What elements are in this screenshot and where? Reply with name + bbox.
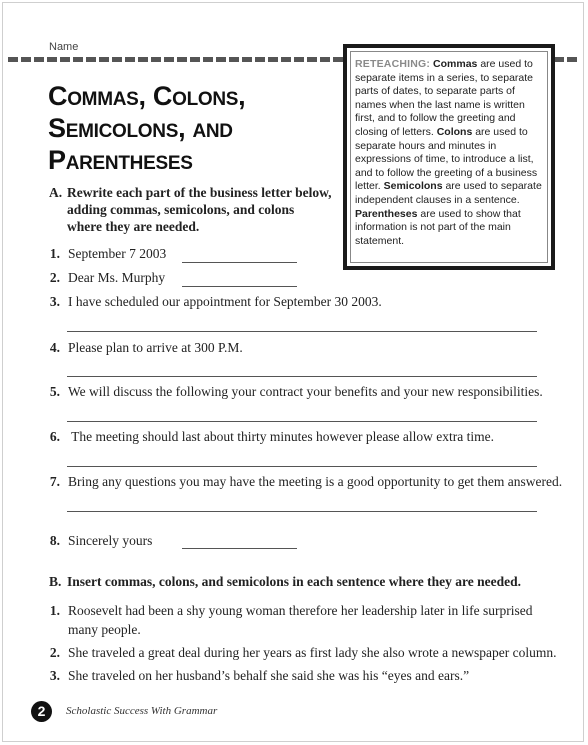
item-text: She traveled on her husband’s behalf she said she was his “eyes and ears.” <box>68 668 470 683</box>
answer-line-item-a2[interactable] <box>182 286 297 287</box>
item-number: 6. <box>49 429 60 444</box>
section-a-letter: A. <box>49 185 63 200</box>
item-text: Bring any questions you may have the meeting is a good opportunity to get them answered. <box>68 474 563 489</box>
page-title-line-2: Semicolons, and <box>48 113 233 143</box>
item-text: Please plan to arrive at 300 P.M. <box>68 340 243 355</box>
item-text: Dear Ms. Murphy <box>68 270 166 285</box>
item-text: Sincerely yours <box>68 533 153 548</box>
item-number: 1. <box>49 603 60 618</box>
item-text: I have scheduled our appointment for September 30 2003. <box>68 294 382 309</box>
section-b-instruction <box>49 573 549 591</box>
section-a-instruction-line-3: where they are needed. <box>67 219 200 234</box>
item-number: 1. <box>49 246 60 261</box>
item-number: 2. <box>49 645 60 660</box>
item-number: 4. <box>49 340 60 355</box>
reteaching-box <box>343 44 555 270</box>
reteaching-commas-text: are used to separate items in a series, to separate parts of dates, to separate parts of names when the last name is written first, and to follow the greeting and closing of letters. <box>355 58 534 138</box>
item-text-line-2: many people. <box>68 622 141 637</box>
item-number: 8. <box>49 533 60 548</box>
section-a-instruction-line-2: adding commas, semicolons, and colons <box>67 202 295 217</box>
reteaching-parentheses-text: are used to show that information is not part of the main statement. <box>355 207 521 247</box>
answer-line-item-a7[interactable] <box>67 511 537 512</box>
reteaching-term-semicolons: Semicolons <box>383 180 443 193</box>
reteaching-box-inner-border <box>350 51 548 263</box>
item-number: 3. <box>49 668 60 683</box>
reteaching-colons-text: are used to separate hours and minutes in expressions of time, to introduce a list, and to follow the greeting of a business letter. <box>355 125 538 193</box>
answer-line-item-a5[interactable] <box>67 421 537 422</box>
item-text: She traveled a great deal during her years as first lady she also wrote a newspaper column. <box>68 645 557 660</box>
page-title-line-3: Parentheses <box>48 145 193 175</box>
name-label: Name <box>49 41 79 53</box>
answer-line-item-a1[interactable] <box>182 262 297 263</box>
reteaching-term-parentheses: Parentheses <box>355 207 418 220</box>
page-title-line-1: Commas, Colons, <box>48 81 246 111</box>
answer-line-item-a8[interactable] <box>182 548 297 549</box>
page-title <box>48 80 245 176</box>
answer-line-item-a6[interactable] <box>67 466 537 467</box>
answer-line-item-a3[interactable] <box>67 331 537 332</box>
item-number: 5. <box>49 384 60 399</box>
item-number: 7. <box>49 474 60 489</box>
footer-book-title: Scholastic Success With Grammar <box>66 705 218 717</box>
item-text: September 7 2003 <box>68 246 167 261</box>
section-b-letter: B. <box>49 574 62 589</box>
section-b-instruction-text: Insert commas, colons, and semicolons in each sentence where they are needed. <box>67 574 521 589</box>
page-number-badge: 2 <box>31 701 52 722</box>
item-text: We will discuss the following your contract your benefits and your new responsibilities. <box>68 384 543 399</box>
reteaching-term-commas: Commas <box>433 58 478 70</box>
section-a-instruction-line-1: Rewrite each part of the business letter below, <box>67 185 332 200</box>
reteaching-term-colons: Colons <box>436 125 473 138</box>
answer-line-item-a4[interactable] <box>67 376 537 377</box>
reteaching-tag: RETEACHING: <box>355 58 431 70</box>
item-number: 3. <box>49 294 60 309</box>
item-number: 2. <box>49 270 60 285</box>
reteaching-semicolons-text: are used to separate independent clauses in a sentence. <box>355 180 542 206</box>
item-text-line-1: Roosevelt had been a shy young woman therefore her leadership later in life surprised <box>68 603 533 618</box>
item-text: The meeting should last about thirty minutes however please allow extra time. <box>68 429 495 444</box>
section-a-instruction <box>49 184 339 238</box>
